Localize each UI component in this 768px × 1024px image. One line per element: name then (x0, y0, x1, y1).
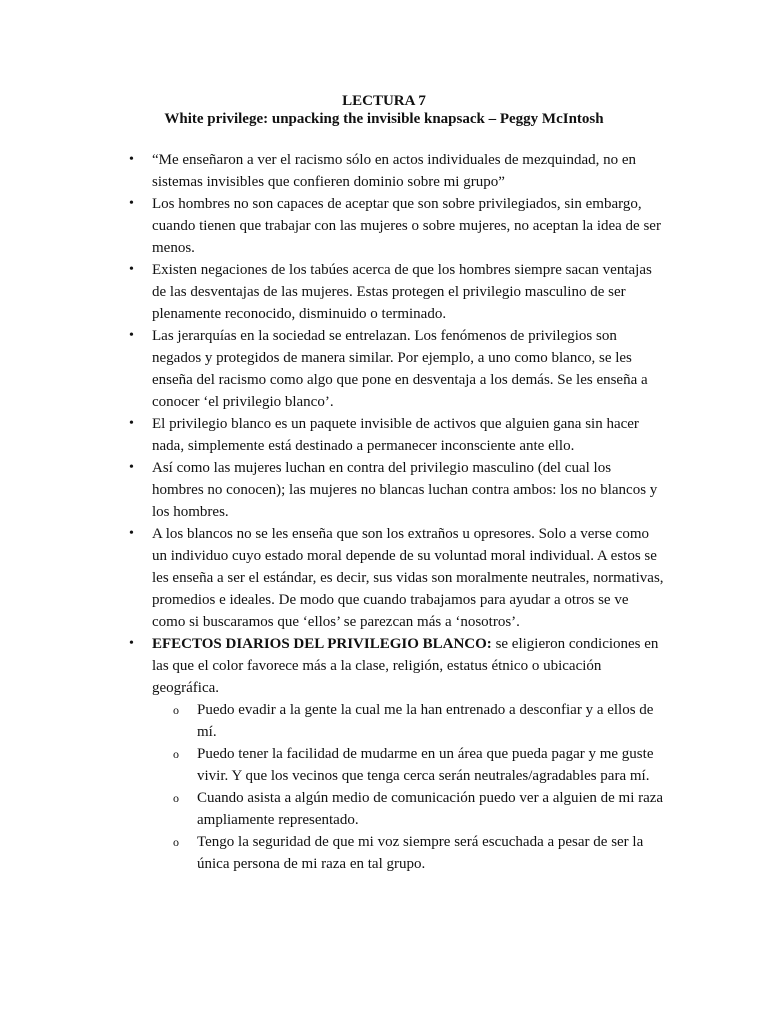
bullet-text: Así como las mujeres luchan en contra del privilegio masculino (del cual los hombres no conocen); las mujeres no blancas luchan contra ambos: los no blancos y los hombres. (152, 460, 658, 520)
effects-bullet (0, 633, 768, 875)
bullet-icon: • (129, 262, 134, 277)
sub-item-text: Tengo la seguridad de que mi voz siempre será escuchada a pesar de ser la única persona de mi raza en tal grupo. (197, 834, 644, 872)
sub-list-item (152, 699, 664, 743)
effects-text: se eligieron condiciones en las que el color favorece más a la clase, religión, estatus étnico o ubicación geográfica. (152, 636, 659, 696)
sub-item-text: Cuando asista a algún medio de comunicación puedo ver a alguien de mi raza ampliamente representado. (197, 790, 664, 828)
sub-list-item (152, 831, 664, 875)
bullet-item (0, 523, 768, 633)
bullet-text: A los blancos no se les enseña que son los extraños u opresores. Solo a verse como un individuo cuyo estado moral depende de su voluntad moral individual. A estos se les enseña a ser el estándar, es decir, sus vidas son moralmente neutrales, normativas, promedios e ideales. De modo que cuando trabajamos para ayudar a otros se ve como si buscaramos que ‘ellos’ se parezcan más a ‘nosotros’. (152, 526, 664, 630)
effects-sub-list (152, 699, 664, 875)
bullet-icon: • (129, 196, 134, 211)
circle-bullet-icon: o (173, 703, 179, 717)
bullet-text: Los hombres no son capaces de aceptar que son sobre privilegiados, sin embargo, cuando tienen que trabajar con las mujeres o sobre mujeres, no aceptan la idea de ser menos. (152, 196, 661, 256)
bullet-icon: • (129, 460, 134, 475)
circle-bullet-icon: o (173, 747, 179, 761)
bullet-text: Las jerarquías en la sociedad se entrelazan. Los fenómenos de privilegios son negados y protegidos de manera similar. Por ejemplo, a uno como blanco, se les enseña del racismo como algo que pone en desventaja a los demás. Se les enseña a conocer ‘el privilegio blanco’. (152, 328, 648, 410)
bullet-icon: • (129, 526, 134, 541)
bullet-text: El privilegio blanco es un paquete invisible de activos que alguien gana sin hacer nada, simplemente está destinado a permanecer inconsciente ante ello. (152, 416, 639, 454)
bullet-item (0, 413, 768, 457)
bullet-list (0, 149, 768, 875)
bullet-item (0, 149, 768, 193)
bullet-item (0, 457, 768, 523)
effects-heading: EFECTOS DIARIOS DEL PRIVILEGIO BLANCO: (152, 636, 492, 652)
sub-list-item (152, 743, 664, 787)
document-subtitle: White privilege: unpacking the invisible knapsack – Peggy McIntosh (164, 111, 604, 127)
bullet-icon: • (129, 416, 134, 431)
bullet-item (0, 259, 768, 325)
bullet-text: Existen negaciones de los tabúes acerca de que los hombres siempre sacan ventajas de las desventajas de las mujeres. Estas protegen el privilegio masculino de ser plenamente reconocido, disminuido o terminado. (152, 262, 652, 322)
bullet-item (0, 325, 768, 413)
sub-item-text: Puedo tener la facilidad de mudarme en un área que pueda pagar y me guste vivir. Y que los vecinos que tenga cerca serán neutrales/agradables para mí. (197, 746, 654, 784)
sub-item-text: Puedo evadir a la gente la cual me la han entrenado a desconfiar y a ellos de mí. (197, 702, 654, 740)
sub-list-item (152, 787, 664, 831)
bullet-item (0, 193, 768, 259)
document-title: LECTURA 7 (342, 93, 426, 109)
bullet-icon: • (129, 328, 134, 343)
bullet-icon: • (129, 636, 134, 651)
bullet-text: “Me enseñaron a ver el racismo sólo en actos individuales de mezquindad, no en sistemas invisibles que confieren dominio sobre mi grupo” (152, 152, 637, 190)
circle-bullet-icon: o (173, 835, 179, 849)
bullet-icon: • (129, 152, 134, 167)
circle-bullet-icon: o (173, 791, 179, 805)
